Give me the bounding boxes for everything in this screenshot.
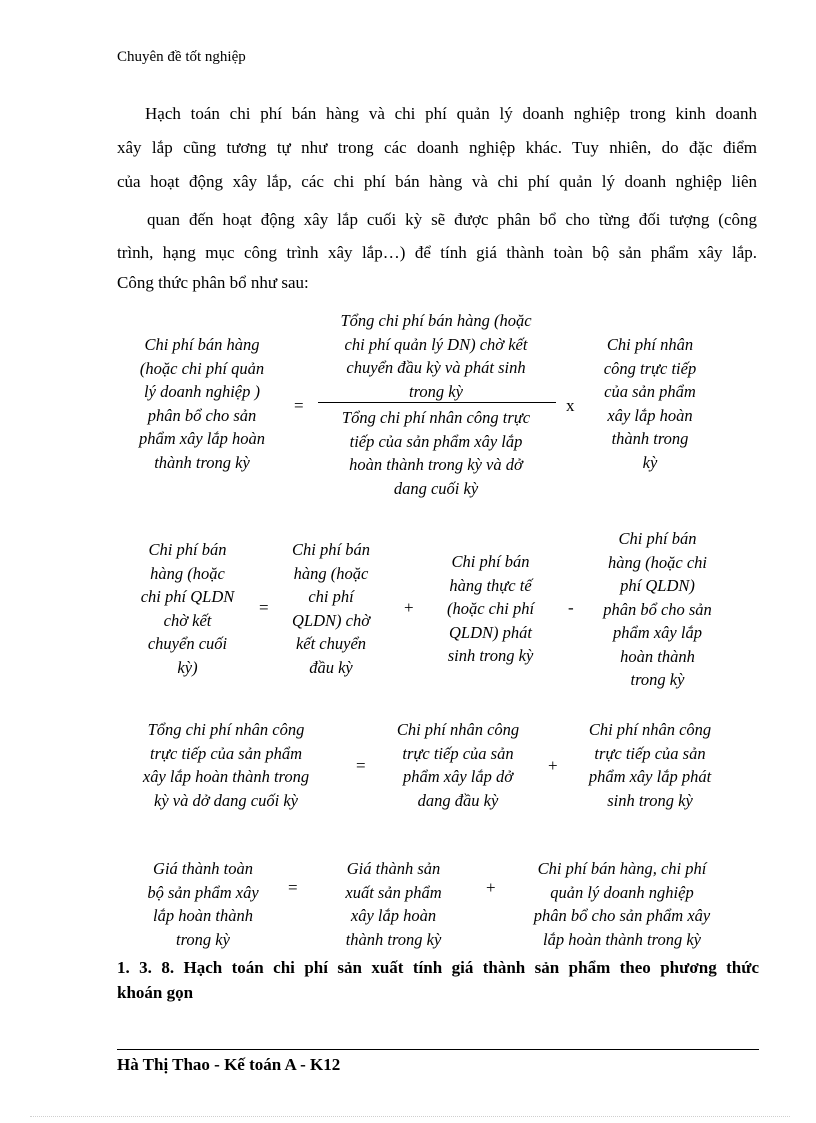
paragraph-line: trình, hạng mục công trình xây lắp…) để tính giá thành toàn bộ sản phẩm xây lắp. bbox=[117, 243, 757, 262]
plus-sign: + bbox=[486, 878, 496, 897]
formula4-term1: Giá thành sản xuất sản phẩm xây lắp hoàn thành trong kỳ bbox=[345, 859, 442, 949]
paragraph-line: Hạch toán chi phí bán hàng và chi phí quản lý doanh nghiệp trong kinh doanh bbox=[145, 104, 757, 123]
section-heading-line: 1. 3. 8. Hạch toán chi phí sản xuất tính giá thành sản phẩm theo phương thức bbox=[117, 958, 759, 977]
formula2-lhs: Chi phí bán hàng (hoặc chi phí QLDN chờ kết chuyển cuối kỳ) bbox=[140, 540, 235, 677]
equals-sign: = bbox=[288, 878, 298, 897]
formula4-term2: Chi phí bán hàng, chi phí quản lý doanh nghiệp phân bổ cho sản phẩm xây lắp hoàn thành trong kỳ bbox=[533, 859, 711, 949]
paragraph-line: quan đến hoạt động xây lắp cuối kỳ sẽ được phân bổ cho từng đối tượng (công bbox=[147, 210, 757, 229]
paragraph-line: xây lắp cũng tương tự như trong các doanh nghiệp khác. Tuy nhiên, do đặc điểm bbox=[117, 138, 757, 157]
formula1-denominator: Tổng chi phí nhân công trực tiếp của sản phẩm xây lắp hoàn thành trong kỳ và dở dang cuối kỳ bbox=[341, 408, 531, 498]
formula2-term2: Chi phí bán hàng thực tế (hoặc chi phí QLDN) phát sinh trong kỳ bbox=[446, 552, 535, 665]
fraction-line bbox=[318, 402, 556, 403]
running-footer: Hà Thị Thao - Kế toán A - K12 bbox=[117, 1055, 341, 1074]
section-heading bbox=[117, 955, 759, 1005]
multiply-sign: x bbox=[566, 396, 575, 415]
plus-sign: + bbox=[548, 756, 558, 775]
formula1-lhs: Chi phí bán hàng (hoặc chi phí quản lý doanh nghiệp ) phân bổ cho sản phẩm xây lắp hoàn thành trong kỳ bbox=[138, 335, 266, 472]
formula3-lhs: Tổng chi phí nhân công trực tiếp của sản phẩm xây lắp hoàn thành trong kỳ và dở dang cuối kỳ bbox=[142, 720, 310, 810]
formula2-term1: Chi phí bán hàng (hoặc chi phí QLDN) chờ kết chuyển đầu kỳ bbox=[291, 540, 370, 677]
equals-sign: = bbox=[294, 396, 304, 415]
equals-sign: = bbox=[259, 598, 269, 617]
paragraph-line: của hoạt động xây lắp, các chi phí bán hàng và chi phí quản lý doanh nghiệp liên bbox=[117, 172, 757, 191]
running-header: Chuyên đề tốt nghiệp bbox=[117, 49, 246, 65]
footer-divider bbox=[117, 1049, 759, 1050]
formula1-numerator: Tổng chi phí bán hàng (hoặc chi phí quản lý DN) chờ kết chuyển đầu kỳ và phát sinh trong kỳ bbox=[340, 311, 532, 401]
formula1-rhs: Chi phí nhân công trực tiếp của sản phẩm xây lắp hoàn thành trong kỳ bbox=[603, 335, 697, 472]
minus-sign: - bbox=[568, 598, 574, 617]
page-edge-divider bbox=[30, 1116, 790, 1117]
formula2-term3: Chi phí bán hàng (hoặc chi phí QLDN) phân bổ cho sản phẩm xây lắp hoàn thành trong kỳ bbox=[603, 529, 712, 689]
equals-sign: = bbox=[356, 756, 366, 775]
formula3-term2: Chi phí nhân công trực tiếp của sản phẩm xây lắp phát sinh trong kỳ bbox=[588, 720, 712, 810]
section-heading-line: khoán gọn bbox=[117, 983, 194, 1002]
formula4-lhs: Giá thành toàn bộ sản phẩm xây lắp hoàn thành trong kỳ bbox=[147, 859, 259, 949]
formula3-term1: Chi phí nhân công trực tiếp của sản phẩm xây lắp dở dang đầu kỳ bbox=[396, 720, 520, 810]
plus-sign: + bbox=[404, 598, 414, 617]
paragraph-line: Công thức phân bổ như sau: bbox=[117, 273, 309, 292]
